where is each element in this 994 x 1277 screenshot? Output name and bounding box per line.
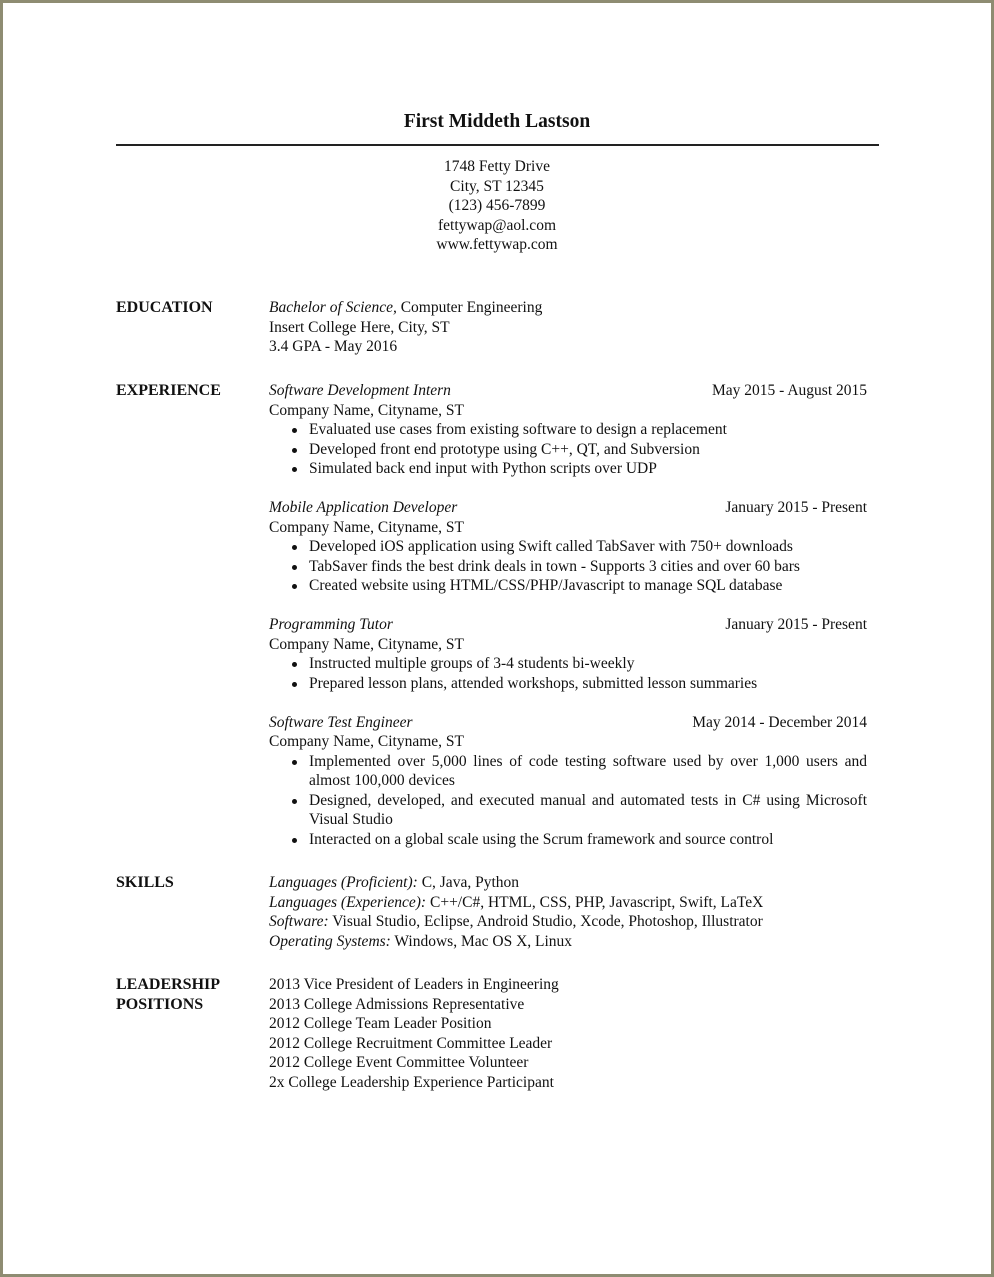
leadership-item: 2013 Vice President of Leaders in Engineering [269, 976, 559, 993]
job-bullets [269, 752, 867, 850]
contact-website: www.fettywap.com [436, 236, 558, 254]
bullet-text: Designed, developed, and executed manual and automated tests in C# using Microsoft Visual Studio [309, 791, 867, 828]
degree-name: Bachelor of Science, [269, 299, 397, 316]
experience-section [269, 381, 867, 869]
bullet-icon [292, 448, 297, 453]
bullet-item [269, 674, 867, 694]
skills-section [269, 873, 867, 951]
job-header [269, 498, 867, 518]
job-bullets [269, 537, 867, 596]
bullet-text: Implemented over 5,000 lines of code testing software used by over 1,000 users and almost 100,000 devices [309, 752, 867, 789]
leadership-item: 2012 College Recruitment Committee Leader [269, 1034, 553, 1052]
skill-key: Operating Systems: [269, 932, 391, 950]
education-school: Insert College Here, City, ST [269, 318, 450, 336]
bullet-icon [292, 682, 297, 687]
bullet-item [269, 830, 867, 850]
bullet-text: Instructed multiple groups of 3-4 students bi-weekly [309, 655, 635, 672]
skill-line [269, 873, 867, 893]
leadership-section [269, 975, 867, 1092]
job-header [269, 381, 867, 401]
skill-line [269, 893, 867, 913]
bullet-icon [292, 662, 297, 667]
job-company: Company Name, Cityname, ST [269, 518, 465, 536]
contact-email: fettywap@aol.com [438, 216, 556, 234]
leadership-item: 2012 College Event Committee Volunteer [269, 1054, 529, 1071]
job-company: Company Name, Cityname, ST [269, 401, 465, 419]
bullet-icon [292, 467, 297, 472]
contact-city: City, ST 12345 [450, 177, 544, 195]
job-entry [269, 615, 867, 693]
job-dates: May 2014 - December 2014 [692, 713, 867, 731]
job-title: Software Test Engineer [269, 713, 413, 731]
job-title: Mobile Application Developer [269, 499, 458, 516]
education-degree [269, 298, 867, 318]
education-gpa: 3.4 GPA - May 2016 [269, 338, 398, 355]
job-bullets [269, 420, 867, 479]
skill-key: Languages (Experience): [269, 893, 427, 911]
bullet-item [269, 576, 867, 596]
job-header [269, 615, 867, 635]
bullet-item [269, 557, 867, 577]
leadership-heading [116, 975, 256, 1015]
header-divider [116, 144, 879, 146]
job-dates: May 2015 - August 2015 [712, 382, 867, 399]
bullet-text: Prepared lesson plans, attended workshops, submitted lesson summaries [309, 674, 758, 692]
skill-value: C++/C#, HTML, CSS, PHP, Javascript, Swift, LaTeX [426, 893, 764, 911]
skill-line [269, 912, 867, 932]
bullet-icon [292, 760, 297, 765]
bullet-icon [292, 565, 297, 570]
contact-phone: (123) 456-7899 [448, 197, 546, 215]
bullet-icon [292, 545, 297, 550]
bullet-text: Developed front end prototype using C++, QT, and Subversion [309, 440, 700, 458]
job-company: Company Name, Cityname, ST [269, 733, 465, 750]
bullet-text: Evaluated use cases from existing software to design a replacement [309, 421, 727, 438]
bullet-text: Simulated back end input with Python scripts over UDP [309, 460, 657, 477]
bullet-text: Interacted on a global scale using the Scrum framework and source control [309, 830, 774, 848]
resume-name: First Middeth Lastson [403, 111, 591, 132]
skill-value: C, Java, Python [417, 874, 519, 891]
bullet-item [269, 654, 867, 674]
job-title: Programming Tutor [269, 616, 393, 633]
leadership-item: 2x College Leadership Experience Participant [269, 1073, 554, 1091]
bullet-text: TabSaver finds the best drink deals in town - Supports 3 cities and over 60 bars [309, 557, 800, 575]
skill-value: Visual Studio, Eclipse, Android Studio, Xcode, Photoshop, Illustrator [328, 913, 763, 930]
leadership-item: 2012 College Team Leader Position [269, 1015, 492, 1032]
job-entry [269, 381, 867, 479]
skill-value: Windows, Mac OS X, Linux [390, 932, 573, 950]
education-heading: EDUCATION [116, 299, 213, 316]
leadership-heading-line1: LEADERSHIP [116, 976, 221, 993]
job-dates: January 2015 - Present [725, 499, 867, 516]
job-entry [269, 713, 867, 850]
bullet-icon [292, 428, 297, 433]
bullet-item [269, 420, 867, 440]
job-header [269, 713, 867, 733]
job-title: Software Development Intern [269, 382, 451, 399]
job-bullets [269, 654, 867, 693]
bullet-item [269, 791, 867, 830]
bullet-item [269, 752, 867, 791]
job-company: Company Name, Cityname, ST [269, 635, 465, 653]
contact-address: 1748 Fetty Drive [444, 158, 550, 175]
bullet-icon [292, 838, 297, 843]
job-entry [269, 498, 867, 596]
bullet-icon [292, 799, 297, 804]
bullet-item [269, 459, 867, 479]
skills-heading: SKILLS [116, 874, 174, 891]
leadership-item: 2013 College Admissions Representative [269, 995, 525, 1013]
contact-block [3, 157, 991, 255]
bullet-text: Created website using HTML/CSS/PHP/Javascript to manage SQL database [309, 577, 783, 594]
leadership-heading-line2: POSITIONS [116, 996, 204, 1013]
skill-key: Languages (Proficient): [269, 874, 418, 891]
bullet-icon [292, 584, 297, 589]
bullet-item [269, 537, 867, 557]
skill-key: Software: [269, 913, 329, 930]
bullet-item [269, 440, 867, 460]
skill-line [269, 932, 867, 952]
experience-heading: EXPERIENCE [116, 382, 221, 399]
degree-field: Computer Engineering [396, 299, 543, 316]
bullet-text: Developed iOS application using Swift called TabSaver with 750+ downloads [309, 538, 793, 555]
job-dates: January 2015 - Present [725, 616, 867, 633]
education-section [269, 298, 867, 357]
resume-page [3, 3, 991, 1274]
